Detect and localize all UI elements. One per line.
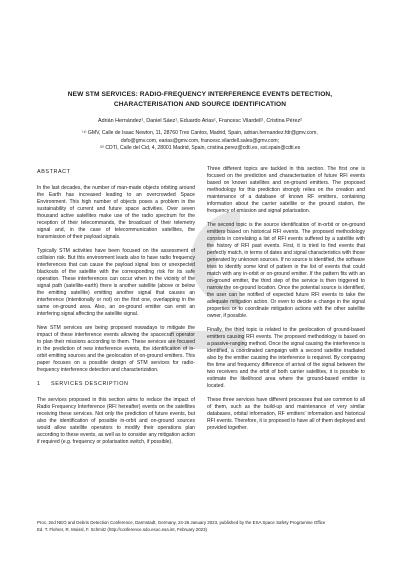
section-title: SERVICES DESCRIPTION (51, 380, 129, 387)
section-paragraph-1: The services proposed in this section aims to reduce the impact of Radio Frequency Interference (RFI hereafter) events on the satellites receiving these services. Not only the prediction of future events, but also the identification of possible in-orbit and on-ground sources would allow satellite operators to modify their operations plan according to these events, as well as to consider any mitigation action if required (e.g. frequency or polarisation switch, if possible). (37, 396, 195, 446)
body-paragraph-4: These three services have different processes that are common to all of them, such as the build-up and maintenance of very similar databases, orbital information, RF emitters' information and historical RFI events. Therefore, it is proposed to have all of them deployed and provided together. (207, 396, 365, 432)
page-footer (37, 520, 367, 533)
paper-title (30, 90, 370, 109)
body-paragraph-1: Three different topics are tackled in this section. The first one is focused on the prediction and characterisation of future RFI events based on known satellites and on-ground emitters. The proposed methodology for this prediction strongly relies on the creation and maintenance of a database of known RF emitters, containing information about the carrier satellite or the ground station, the frequency of emission and signal polarisation. (207, 166, 365, 215)
abstract-paragraph-2: Typically STM activities have been focused on the assessment of collision risk. But this environment leads also to have radio frequency interferences that can cause the payload signal loss or unexpected blackouts of the satellite with the corresponding risk for its safe operation. These interferences can occur when in the vicinity of the signal path (satellite-earth) there is another satellite (above or below the emitting satellite) emitting another signal that causes an interference (intentionally or not) on the first one, overlapping in the same on-ground area. Also, an on-ground emitter can emit an interfering signal affecting the satellite signal. (37, 247, 195, 318)
title-line-2: CHARACTERISATION AND SOURCE IDENTIFICATION (113, 100, 287, 108)
section-number: 1 (37, 380, 41, 387)
abstract-paragraph-3: New STM services are being proposed nowadays to mitigate the impact of these interference events allowing the spacecraft operator to plan their missions according to them. These services are focused in the prediction of new interference events, the identification of in-orbit emitting sources and the geolocation of on-ground emitters. This paper focuses on a possible design of STM services for radio-frequency interference detection and characterization. (37, 324, 195, 374)
section-heading (37, 381, 195, 388)
affiliation-1-line-1: ⁽¹⁾ GMV, Calle de Isaac Newton, 11, 28760 Tres Cantos, Madrid, Spain, adrian.hernandez.fdr@gmv.com, (82, 130, 318, 136)
body-paragraph-2: The second topic is the source identification of in-orbit or on-ground emitters based on historical RFI events. The proposed methodology consists in correlating a list of RFI events suffered by a satellite with the history of RFI past events. First, it is tried to find events that perfectly match, in terms of dates and signal characteristics with those generated by unknown sources. If no source is identified, the software tries to identify some kind of pattern in the list of events that could match with any in-orbit or on-ground emitter. If the pattern fits with an on-ground emitter, the third step of the service is then triggered to narrow the on-ground location. Once the potential source is identified, the user can be notified of expected future RFI events to take the adequate mitigation action. Or even to decide a change in the signal properties or to coordinate mitigation actions with the other satellite owner, if possible. (207, 221, 365, 320)
footer-line-1: Proc. 2nd NEO and Debris Detection Conference, Darmstadt, Germany, 24-26 January 2023, published by the ESA Space Safety Programme Office (37, 520, 326, 525)
affiliations (40, 130, 360, 153)
affiliation-1-line-2: dsfo@gmv.com, earias@gmv.com, francesc.vilardell.sales@gmv.com; (120, 137, 280, 144)
title-line-1: NEW STM SERVICES: RADIO-FREQUENCY INTERFERENCE EVENTS DETECTION, (67, 91, 333, 98)
left-column (37, 169, 195, 453)
footer-line-2: Ed. T. Flohrer, R. Moissl, F. Schmitz (http://conference.sdo.esoc.esa.int, February 2023) (37, 526, 208, 532)
author-list: Adrián Hernández¹, Daniel Sáez¹, Eduardo Arias¹, Francesc Vilardell¹, Cristina Pérez² (98, 118, 302, 124)
body-paragraph-3: Finally, the third topic is related to the geolocation of ground-based emitters causing RFI events. The proposed methodology is based on a passive-ranging method. Once the signal causing the interference is identified, a coordinated campaign with a second satellite irradiated also by the emitter causing the interference is required. By comparing the time and frequency difference of arrival of the signal between the two receivers and the orbit of both carrier satellites, it is possible to estimate the likelihood area where the ground-based emitter is located. (207, 326, 365, 390)
right-column (207, 166, 365, 439)
abstract-heading: ABSTRACT (37, 169, 71, 175)
affiliation-2: ⁽²⁾ CDTI, Calle del Cid, 4, 28001 Madrid, Spain, cristina.perez@cdti.es, sst.spain@cdti.es (99, 145, 301, 152)
abstract-paragraph-1: In the last decades, the number of man-made objects orbiting around the Earth has increased leading to an overcrowded Space Environment. This high number of objects poses a problem in the sustainability of current and future space activities. Over seven thousand active satellites make use of the radio spectrum for the reception of their telecommands, the broadcast of their telemetry signal and, in the case of telecommunication satellites, the transmission of their payload signals. (37, 185, 195, 241)
